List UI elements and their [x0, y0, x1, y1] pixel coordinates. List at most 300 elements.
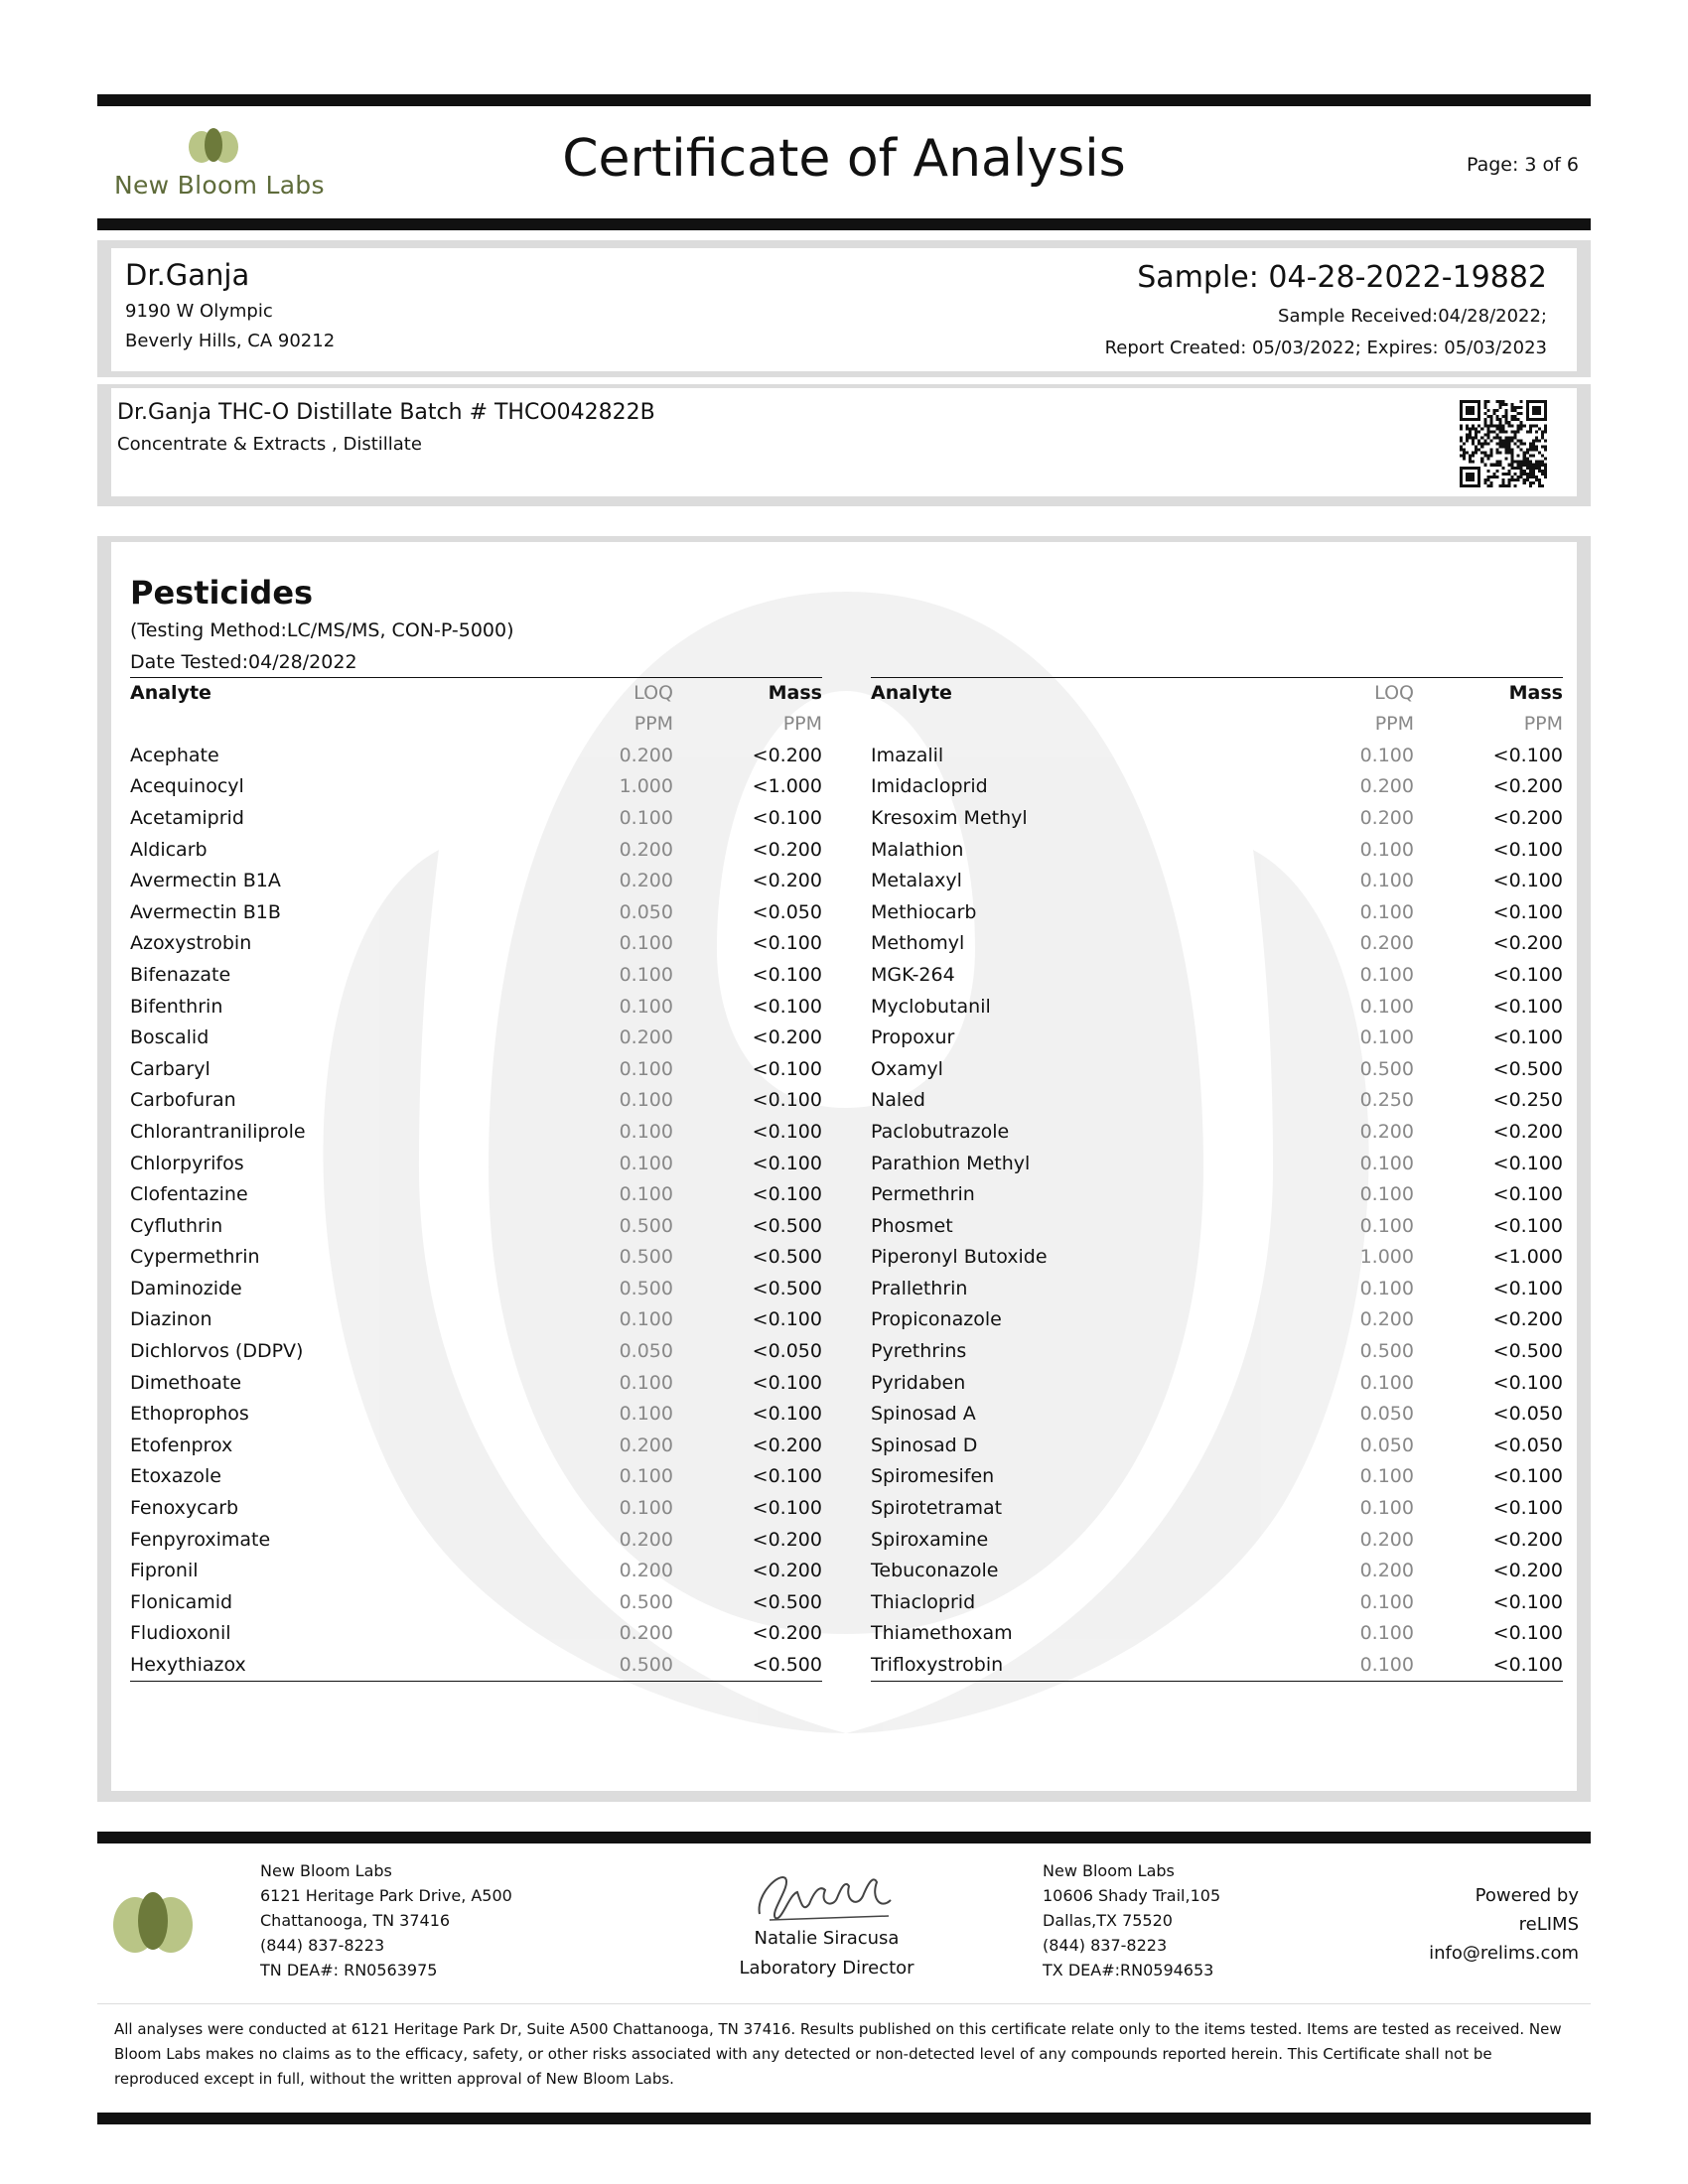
loq-cell: 0.050	[619, 900, 673, 923]
mass-cell: <0.100	[752, 1089, 822, 1112]
mass-cell: <0.100	[1492, 744, 1563, 766]
table-row	[871, 1242, 1563, 1274]
loq-cell: 0.200	[619, 1026, 673, 1049]
loq-cell: 0.100	[1359, 1622, 1414, 1645]
client-panel-body	[111, 248, 1577, 371]
loq-cell: 0.050	[1359, 1433, 1414, 1456]
client-panel	[97, 240, 1591, 377]
table-row	[130, 1116, 822, 1148]
analyte-cell: MGK-264	[871, 963, 955, 986]
table-row	[871, 1210, 1563, 1242]
loq-cell: 0.100	[619, 1371, 673, 1394]
analyte-cell: Dimethoate	[130, 1371, 242, 1394]
mass-cell: <0.200	[752, 1026, 822, 1049]
loq-cell: 0.100	[1359, 963, 1414, 986]
analyte-cell: Imazalil	[871, 744, 944, 766]
table-row	[871, 1335, 1563, 1367]
table-row	[871, 1178, 1563, 1210]
loq-cell: 0.200	[1359, 932, 1414, 955]
loq-cell: 0.100	[1359, 1214, 1414, 1237]
loq-cell: 0.500	[1359, 1340, 1414, 1363]
mass-cell: <0.200	[752, 744, 822, 766]
column-header-analyte: Analyte	[871, 678, 1308, 709]
analyte-cell: Acequinocyl	[130, 775, 244, 798]
table-row	[871, 865, 1563, 896]
powered-by-label: Powered by	[1475, 1885, 1579, 1906]
analyte-cell: Parathion Methyl	[871, 1152, 1031, 1174]
analyte-cell: Bifenthrin	[130, 995, 223, 1018]
unit-loq: PPM	[1374, 713, 1414, 735]
analyte-cell: Carbaryl	[130, 1057, 211, 1080]
column-header-loq: LOQ	[567, 678, 673, 709]
powered-by-vendor: reLIMS	[1518, 1914, 1579, 1935]
product-type: Concentrate & Extracts , Distillate	[117, 434, 422, 455]
table-row	[130, 1085, 822, 1117]
table-row	[871, 928, 1563, 960]
loq-cell: 0.100	[619, 1465, 673, 1488]
loq-cell: 0.100	[1359, 900, 1414, 923]
loq-cell: 0.100	[619, 806, 673, 829]
mass-cell: <0.100	[1492, 963, 1563, 986]
table-row	[871, 1085, 1563, 1117]
column-header-loq: LOQ	[1308, 678, 1414, 709]
sample-id: Sample: 04-28-2022-19882	[1137, 260, 1547, 295]
loq-cell: 0.500	[619, 1214, 673, 1237]
analyte-cell: Propiconazole	[871, 1308, 1002, 1331]
loq-cell: 0.100	[619, 1308, 673, 1331]
analyte-cell: Phosmet	[871, 1214, 953, 1237]
loq-cell: 0.100	[619, 1497, 673, 1520]
analyte-cell: Chlorpyrifos	[130, 1152, 244, 1174]
table-row	[130, 1524, 822, 1556]
table-row	[871, 1492, 1563, 1524]
mass-cell: <0.100	[1414, 1649, 1563, 1681]
analyte-cell: Fipronil	[130, 1560, 199, 1582]
analyte-cell: Prallethrin	[871, 1277, 968, 1299]
mass-cell: <0.250	[1492, 1089, 1563, 1112]
lab2-line: 10606 Shady Trail,105	[1043, 1886, 1221, 1905]
mass-cell: <1.000	[1492, 1246, 1563, 1269]
mass-cell: <0.200	[752, 1433, 822, 1456]
table-row	[871, 959, 1563, 991]
director-title: Laboratory Director	[739, 1958, 914, 1979]
analyte-cell: Boscalid	[130, 1026, 210, 1049]
analyte-cell: Myclobutanil	[871, 995, 991, 1018]
loq-cell: 0.100	[1359, 1590, 1414, 1613]
loq-cell: 0.100	[1359, 1277, 1414, 1299]
table-row	[871, 1053, 1563, 1085]
analyte-cell: Spiroxamine	[871, 1528, 989, 1551]
loq-cell: 0.200	[1359, 1308, 1414, 1331]
table-row	[130, 1367, 822, 1399]
analyte-cell: Kresoxim Methyl	[871, 806, 1028, 829]
analyte-cell: Thiacloprid	[871, 1590, 976, 1613]
mass-cell: <0.100	[1492, 1152, 1563, 1174]
table-row	[871, 1367, 1563, 1399]
table-row	[871, 1586, 1563, 1618]
analyte-cell: Acephate	[130, 744, 219, 766]
loq-cell: 0.100	[619, 932, 673, 955]
table-row	[130, 959, 822, 991]
mass-cell: <0.100	[752, 995, 822, 1018]
table-row	[130, 1178, 822, 1210]
table-row	[130, 834, 822, 866]
loq-cell: 0.100	[1359, 744, 1414, 766]
analyte-cell: Methiocarb	[871, 900, 977, 923]
loq-cell: 0.050	[1359, 1403, 1414, 1426]
column-header-mass: Mass	[1414, 678, 1563, 709]
mass-cell: <0.050	[752, 900, 822, 923]
mass-cell: <0.200	[752, 838, 822, 861]
table-header-row	[871, 678, 1563, 709]
analyte-cell: Methomyl	[871, 932, 965, 955]
product-panel	[97, 384, 1591, 506]
table-row	[871, 771, 1563, 803]
table-row	[871, 1618, 1563, 1650]
analyte-cell: Bifenazate	[130, 963, 231, 986]
loq-cell: 0.500	[619, 1246, 673, 1269]
table-row	[130, 1555, 822, 1586]
loq-cell: 0.100	[1359, 995, 1414, 1018]
lab-address-dallas	[1043, 1858, 1220, 1982]
analyte-cell: Clofentazine	[130, 1183, 248, 1206]
loq-cell: 0.200	[1359, 1120, 1414, 1143]
table-row	[130, 1053, 822, 1085]
product-name: Dr.Ganja THC-O Distillate Batch # THCO042822B	[117, 400, 655, 425]
analyte-cell: Trifloxystrobin	[871, 1649, 1308, 1681]
mass-cell: <0.100	[752, 1465, 822, 1488]
table-row	[130, 771, 822, 803]
mass-cell: <0.100	[752, 806, 822, 829]
page-number: Page: 3 of 6	[1466, 154, 1579, 176]
mass-cell: <0.500	[673, 1649, 822, 1681]
client-name: Dr.Ganja	[125, 258, 250, 292]
mass-cell: <0.200	[752, 1622, 822, 1645]
table-row	[130, 896, 822, 928]
analyte-cell: Fenpyroximate	[130, 1528, 271, 1551]
loq-cell: 0.100	[1359, 838, 1414, 861]
loq-cell: 0.100	[1359, 1026, 1414, 1049]
analyte-cell: Azoxystrobin	[130, 932, 252, 955]
loq-cell: 0.100	[1359, 1497, 1414, 1520]
bloom-logo-icon	[111, 1891, 195, 1955]
lab1-line: TN DEA#: RN0563975	[260, 1961, 438, 1979]
lab1-line: Chattanooga, TN 37416	[260, 1911, 451, 1930]
mass-cell: <0.100	[752, 1371, 822, 1394]
loq-cell: 0.200	[1359, 1528, 1414, 1551]
table-row	[130, 1273, 822, 1304]
loq-cell: 0.200	[619, 1622, 673, 1645]
analyte-cell: Carbofuran	[130, 1089, 236, 1112]
analyte-cell: Spiromesifen	[871, 1465, 995, 1488]
loq-cell: 0.100	[1359, 1371, 1414, 1394]
mass-cell: <0.200	[1492, 1560, 1563, 1582]
mass-cell: <0.100	[1492, 1214, 1563, 1237]
mass-cell: <0.100	[752, 963, 822, 986]
loq-cell: 0.200	[1359, 1560, 1414, 1582]
mass-cell: <0.200	[752, 870, 822, 892]
unit-loq: PPM	[633, 713, 673, 735]
director-name: Natalie Siracusa	[754, 1928, 900, 1949]
lab2-line: TX DEA#:RN0594653	[1043, 1961, 1214, 1979]
loq-cell: 1.000	[1359, 1246, 1414, 1269]
table-row	[871, 1524, 1563, 1556]
lab2-line: Dallas,TX 75520	[1043, 1911, 1173, 1930]
analyte-cell: Acetamiprid	[130, 806, 244, 829]
analyte-cell: Cypermethrin	[130, 1246, 260, 1269]
mass-cell: <0.100	[1492, 1465, 1563, 1488]
lab-address-chattanooga	[260, 1858, 512, 1982]
mass-cell: <0.200	[1492, 775, 1563, 798]
table-row	[871, 1398, 1563, 1430]
header-rule	[97, 218, 1591, 230]
qr-code-icon[interactable]	[1460, 400, 1547, 487]
loq-cell: 0.100	[619, 1057, 673, 1080]
table-row	[871, 1304, 1563, 1336]
section-title: Pesticides	[130, 574, 314, 612]
mass-cell: <0.200	[752, 1560, 822, 1582]
loq-cell: 0.100	[619, 1152, 673, 1174]
analyte-cell: Cyfluthrin	[130, 1214, 223, 1237]
table-row	[130, 991, 822, 1023]
table-row	[871, 1430, 1563, 1461]
table-row	[871, 1148, 1563, 1179]
loq-cell: 0.100	[1359, 1465, 1414, 1488]
analyte-cell: Flonicamid	[130, 1590, 233, 1613]
mass-cell: <0.100	[752, 1497, 822, 1520]
loq-cell: 0.200	[619, 1433, 673, 1456]
table-row	[130, 1492, 822, 1524]
table-row	[130, 802, 822, 834]
analyte-cell: Metalaxyl	[871, 870, 962, 892]
mass-cell: <0.100	[1492, 1622, 1563, 1645]
bottom-rule	[97, 2113, 1591, 2124]
table-row	[130, 1618, 822, 1650]
mass-cell: <0.100	[1492, 1183, 1563, 1206]
mass-cell: <0.100	[1492, 1497, 1563, 1520]
page-title: Certificate of Analysis	[562, 129, 1126, 189]
mass-cell: <0.100	[752, 1152, 822, 1174]
analyte-cell: Spinosad A	[871, 1403, 976, 1426]
mass-cell: <0.050	[1492, 1433, 1563, 1456]
analyte-cell: Pyridaben	[871, 1371, 966, 1394]
mass-cell: <0.200	[1492, 932, 1563, 955]
table-row	[871, 740, 1563, 771]
analyte-cell: Hexythiazox	[130, 1649, 567, 1681]
table-row	[130, 740, 822, 771]
mass-cell: <0.200	[752, 1528, 822, 1551]
analyte-cell: Daminozide	[130, 1277, 242, 1299]
analyte-cell: Etofenprox	[130, 1433, 233, 1456]
table-row	[130, 1398, 822, 1430]
mass-cell: <0.200	[1492, 806, 1563, 829]
footer-rule-top	[97, 1832, 1591, 1843]
loq-cell: 0.100	[619, 1089, 673, 1112]
mass-cell: <0.050	[752, 1340, 822, 1363]
table-row	[130, 1148, 822, 1179]
loq-cell: 0.100	[1359, 1152, 1414, 1174]
units-row	[871, 708, 1563, 740]
loq-cell: 0.200	[619, 1528, 673, 1551]
mass-cell: <0.100	[1492, 1026, 1563, 1049]
lab2-line: (844) 837-8223	[1043, 1936, 1168, 1955]
loq-cell: 0.500	[1359, 1057, 1414, 1080]
table-row	[871, 1555, 1563, 1586]
loq-cell: 0.200	[1359, 806, 1414, 829]
mass-cell: <0.100	[1492, 870, 1563, 892]
lab2-line: New Bloom Labs	[1043, 1861, 1175, 1880]
analyte-cell: Chlorantraniliprole	[130, 1120, 306, 1143]
mass-cell: <0.100	[752, 1120, 822, 1143]
analyte-cell: Ethoprophos	[130, 1403, 249, 1426]
lab1-line: New Bloom Labs	[260, 1861, 392, 1880]
loq-cell: 0.100	[619, 995, 673, 1018]
mass-cell: <0.100	[752, 932, 822, 955]
client-address-line1: 9190 W Olympic	[125, 301, 273, 322]
top-rule	[97, 94, 1591, 106]
table-row	[871, 1273, 1563, 1304]
analyte-cell: Dichlorvos (DDPV)	[130, 1340, 304, 1363]
loq-cell: 0.100	[619, 1120, 673, 1143]
analyte-cell: Thiamethoxam	[871, 1622, 1013, 1645]
table-row	[871, 991, 1563, 1023]
mass-cell: <0.100	[752, 1183, 822, 1206]
analyte-cell: Spirotetramat	[871, 1497, 1003, 1520]
analyte-cell: Diazinon	[130, 1308, 212, 1331]
mass-cell: <0.500	[752, 1590, 822, 1613]
mass-cell: <0.200	[1492, 1528, 1563, 1551]
mass-cell: <0.500	[752, 1277, 822, 1299]
lab1-line: (844) 837-8223	[260, 1936, 385, 1955]
mass-cell: <1.000	[752, 775, 822, 798]
results-panel-body	[111, 542, 1577, 1791]
table-row	[871, 1461, 1563, 1493]
mass-cell: <0.100	[752, 1308, 822, 1331]
mass-cell: <0.100	[1492, 1371, 1563, 1394]
unit-mass: PPM	[782, 713, 822, 735]
table-row	[871, 1116, 1563, 1148]
loq-cell: 0.500	[619, 1277, 673, 1299]
analyte-cell: Avermectin B1B	[130, 900, 281, 923]
analyte-cell: Avermectin B1A	[130, 870, 281, 892]
client-address-line2: Beverly Hills, CA 90212	[125, 331, 336, 351]
table-row	[871, 1649, 1563, 1681]
powered-by	[1429, 1881, 1579, 1968]
loq-cell: 0.200	[619, 870, 673, 892]
mass-cell: <0.050	[1492, 1403, 1563, 1426]
table-row	[130, 1649, 822, 1681]
loq-cell: 1.000	[619, 775, 673, 798]
column-header-analyte: Analyte	[130, 678, 567, 709]
analyte-cell: Pyrethrins	[871, 1340, 967, 1363]
product-panel-body	[111, 388, 1577, 496]
mass-cell: <0.100	[1492, 1590, 1563, 1613]
loq-cell: 0.100	[1359, 870, 1414, 892]
testing-method: (Testing Method:LC/MS/MS, CON-P-5000)	[130, 619, 514, 641]
results-panel	[97, 536, 1591, 1802]
table-row	[130, 1210, 822, 1242]
analyte-cell: Spinosad D	[871, 1433, 978, 1456]
loq-cell: 0.100	[1359, 1183, 1414, 1206]
table-row	[130, 1430, 822, 1461]
analyte-cell: Fenoxycarb	[130, 1497, 239, 1520]
loq-cell: 0.100	[619, 1183, 673, 1206]
loq-cell: 0.050	[619, 1340, 673, 1363]
mass-cell: <0.100	[1492, 838, 1563, 861]
powered-by-email[interactable]: info@relims.com	[1429, 1943, 1579, 1964]
mass-cell: <0.500	[752, 1246, 822, 1269]
sample-received: Sample Received:04/28/2022;	[1278, 306, 1547, 327]
table-row	[130, 1022, 822, 1053]
loq-cell: 0.200	[619, 1560, 673, 1582]
loq-cell: 0.500	[567, 1649, 673, 1681]
analyte-cell: Oxamyl	[871, 1057, 943, 1080]
units-row	[130, 708, 822, 740]
mass-cell: <0.500	[752, 1214, 822, 1237]
footer-divider	[97, 2003, 1591, 2004]
analyte-cell: Fludioxonil	[130, 1622, 231, 1645]
analyte-cell: Tebuconazole	[871, 1560, 999, 1582]
loq-cell: 0.250	[1359, 1089, 1414, 1112]
mass-cell: <0.100	[1492, 1277, 1563, 1299]
table-row	[871, 1022, 1563, 1053]
mass-cell: <0.500	[1492, 1057, 1563, 1080]
analyte-cell: Propoxur	[871, 1026, 955, 1049]
analyte-cell: Imidacloprid	[871, 775, 988, 798]
loq-cell: 0.200	[619, 744, 673, 766]
mass-cell: <0.200	[1492, 1120, 1563, 1143]
loq-cell: 0.100	[619, 1403, 673, 1426]
table-row	[871, 896, 1563, 928]
table-row	[130, 1461, 822, 1493]
results-table-left	[130, 677, 822, 1682]
table-row	[130, 1304, 822, 1336]
analyte-cell: Etoxazole	[130, 1465, 221, 1488]
analyte-cell: Paclobutrazole	[871, 1120, 1010, 1143]
table-header-row	[130, 678, 822, 709]
units-spacer	[871, 708, 1308, 740]
table-row	[130, 1586, 822, 1618]
disclaimer: All analyses were conducted at 6121 Heritage Park Dr, Suite A500 Chattanooga, TN 37416. Results published on this certificate relate only to the items tested. Items are tested as received. New Bloom Labs makes no claims as to the efficacy, safety, or other risks associated with any detected or non-detected level of any compounds reported herein. This Certificate shall not be reproduced except in full, without the written approval of New Bloom Labs.	[114, 2020, 1562, 2088]
mass-cell: <0.100	[752, 1057, 822, 1080]
table-row	[130, 928, 822, 960]
unit-mass: PPM	[1523, 713, 1563, 735]
analyte-cell: Permethrin	[871, 1183, 975, 1206]
mass-cell: <0.200	[1492, 1308, 1563, 1331]
report-dates: Report Created: 05/03/2022; Expires: 05/03/2023	[1104, 338, 1547, 358]
lab1-line: 6121 Heritage Park Drive, A500	[260, 1886, 512, 1905]
mass-cell: <0.100	[752, 1403, 822, 1426]
signature-image	[750, 1864, 899, 1926]
mass-cell: <0.500	[1492, 1340, 1563, 1363]
column-header-mass: Mass	[673, 678, 822, 709]
loq-cell: 0.500	[619, 1590, 673, 1613]
analyte-cell: Malathion	[871, 838, 964, 861]
loq-cell: 0.100	[1308, 1649, 1414, 1681]
results-table-right	[871, 677, 1563, 1682]
loq-cell: 0.100	[619, 963, 673, 986]
loq-cell: 0.200	[619, 838, 673, 861]
mass-cell: <0.100	[1492, 900, 1563, 923]
table-row	[130, 1242, 822, 1274]
analyte-cell: Naled	[871, 1089, 925, 1112]
mass-cell: <0.100	[1492, 995, 1563, 1018]
table-row	[871, 802, 1563, 834]
units-spacer	[130, 708, 567, 740]
table-row	[130, 865, 822, 896]
table-row	[130, 1335, 822, 1367]
analyte-cell: Aldicarb	[130, 838, 208, 861]
